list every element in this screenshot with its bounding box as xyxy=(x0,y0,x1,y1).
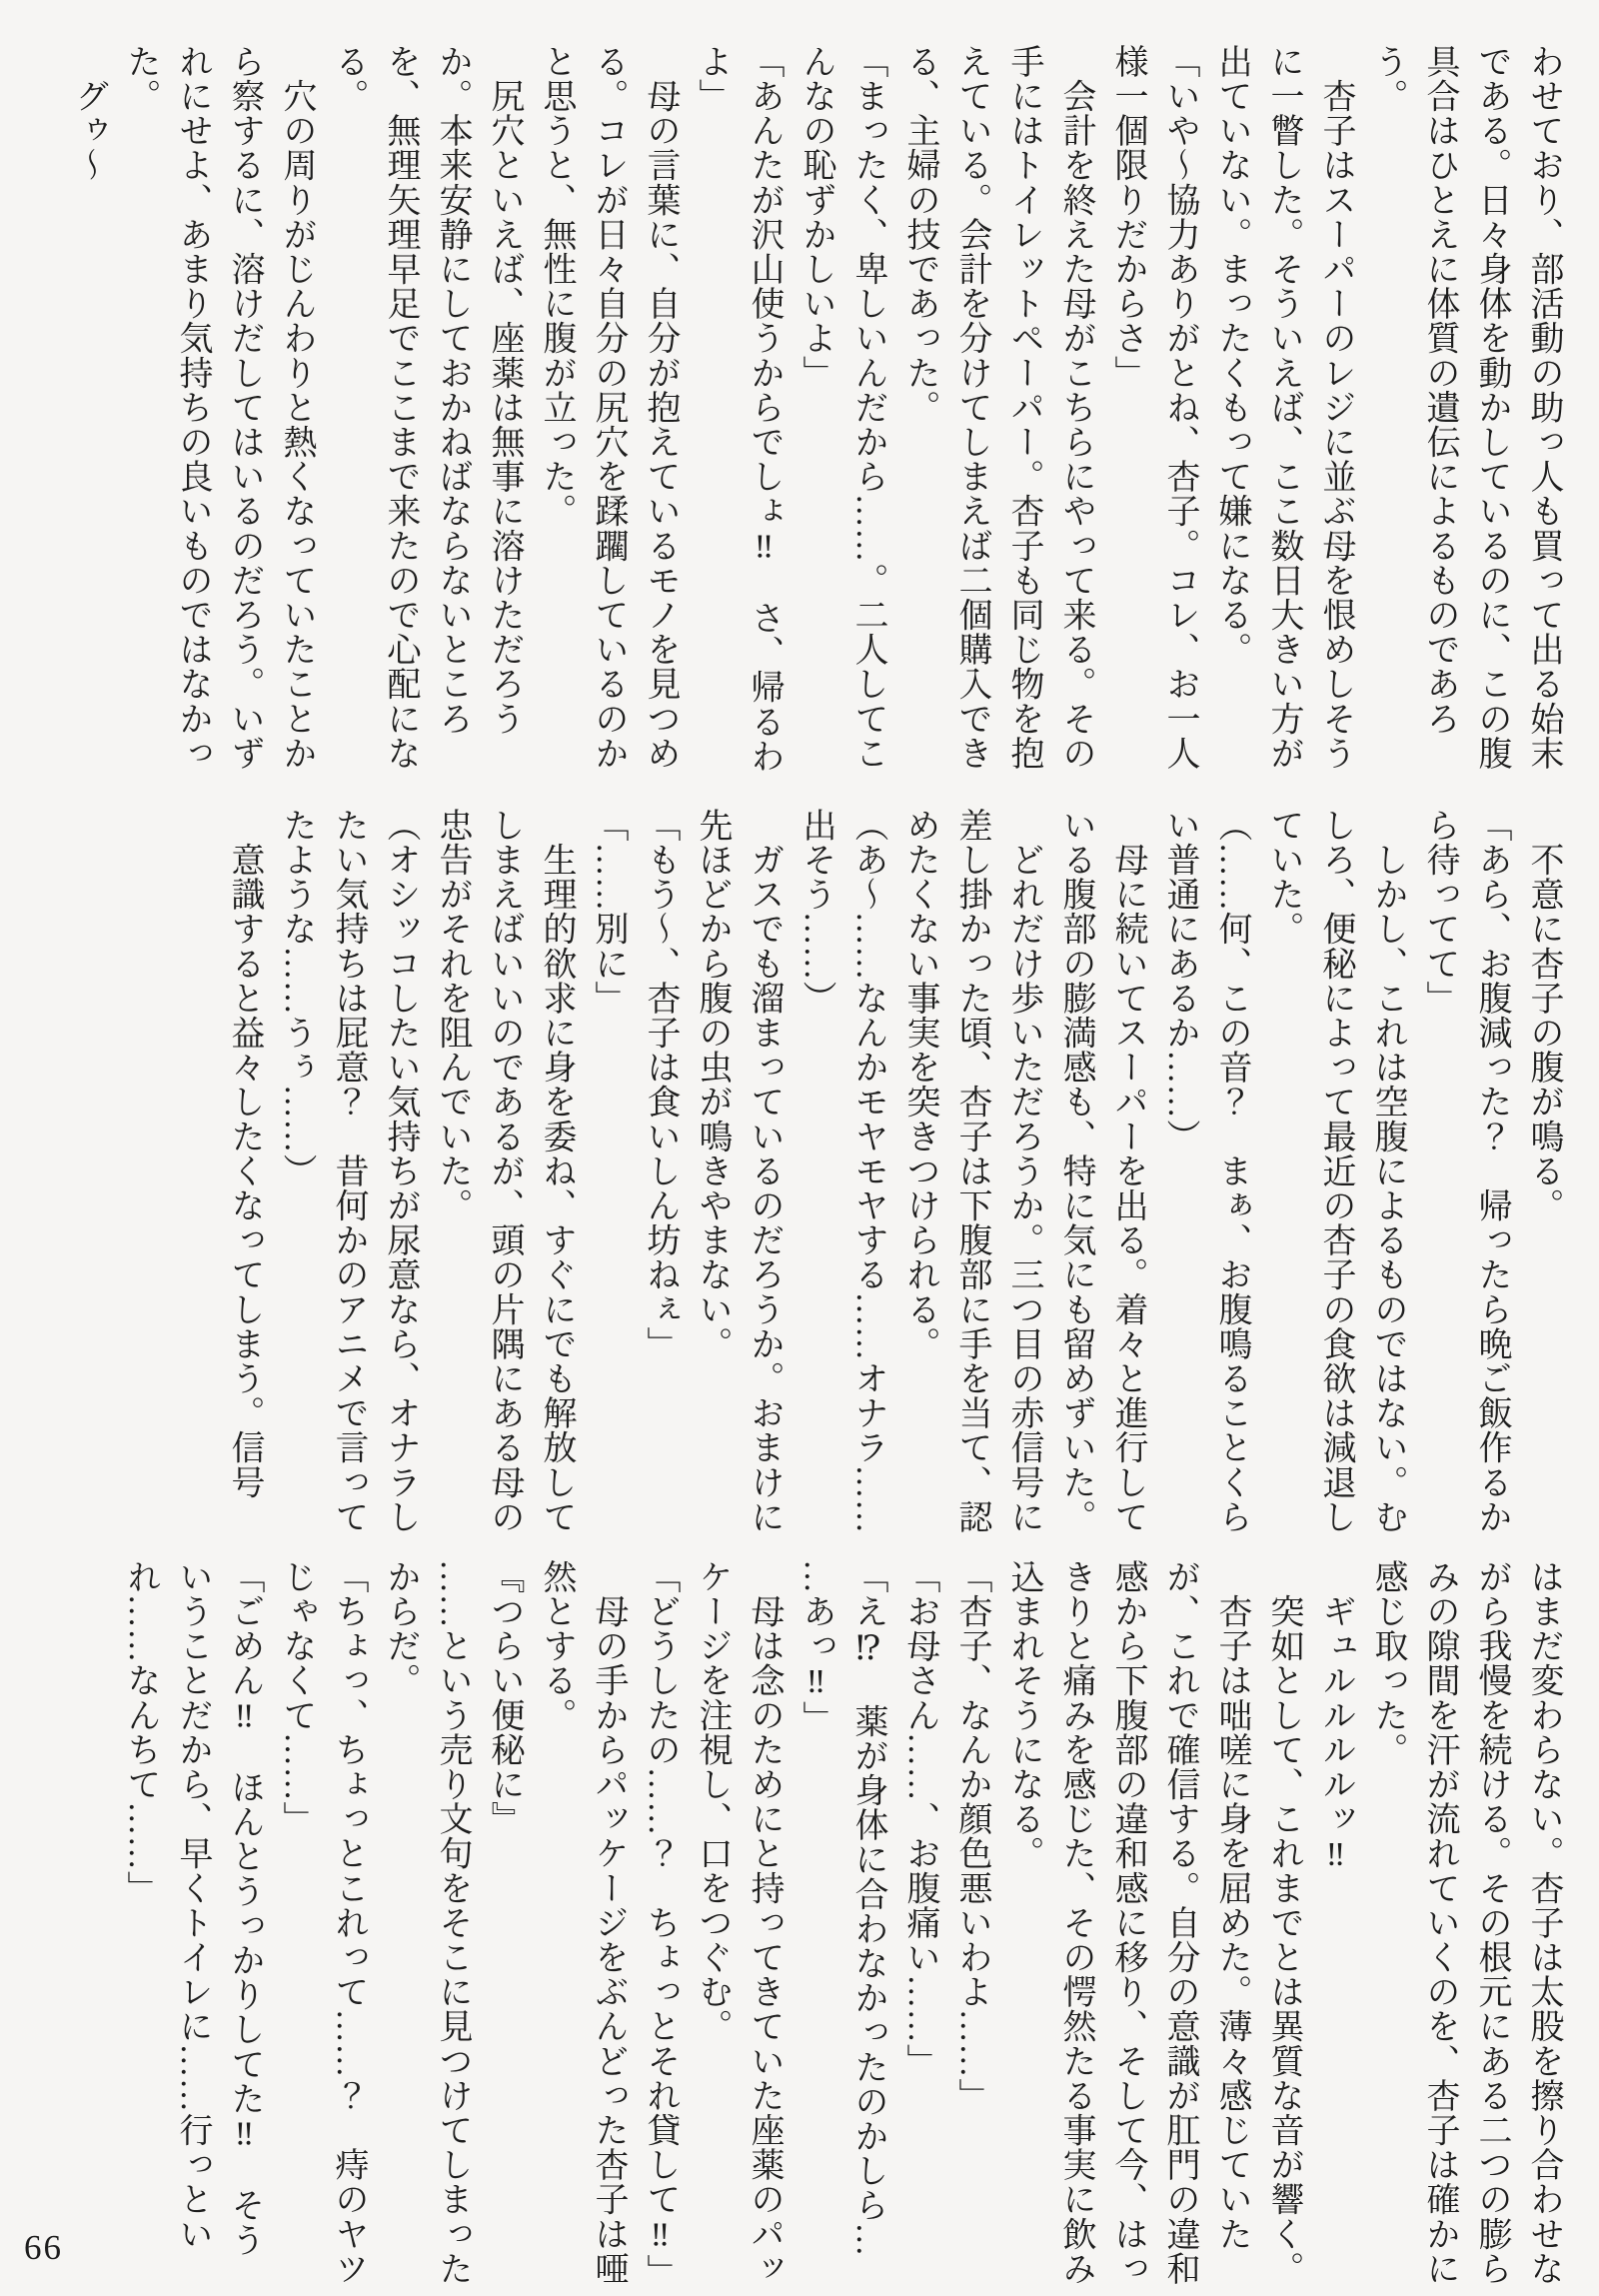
paragraph: 母は念のためにと持ってきていた座薬のパッケージを注視し、口をつぐむ。 xyxy=(694,1559,783,2286)
paragraph: 「もう〜、杏子は食いしん坊ねぇ」 xyxy=(642,808,679,1361)
text-block-middle xyxy=(34,808,1569,1537)
paragraph: はまだ変わらない。杏子は太股を擦り合わせながら我慢を続ける。その根元にある二つの膨らみの隙間を汗が流れていくのを、杏子は確かに感じ取った。 xyxy=(1369,1559,1562,2286)
paragraph: 杏子はスーパーのレジに並ぶ母を恨めしそうに一瞥した。そういえば、ここ数日大きい方が出ていない。まったくもって嫌になる。 xyxy=(1213,44,1354,771)
paragraph: どれだけ歩いただろうか。三つ目の赤信号に差し掛かった頃、杏子は下腹部に手を当て、認めたくない事実を突きつけられる。 xyxy=(901,808,1042,1534)
paragraph: 意識すると益々したくなってしまう。信号 xyxy=(226,808,263,1499)
paragraph: 穴の周りがじんわりと熱くなっていたことから察するに、溶けだしてはいるのだろう。いずれにせよ、あまり気持ちの良いものではなかった。 xyxy=(122,44,315,771)
paragraph: 「いや〜協力ありがとね、杏子。コレ、お一人様一個限りだからさ」 xyxy=(1109,44,1198,771)
paragraph: 「杏子、なんか顔色悪いわよ……」 xyxy=(953,1559,990,2113)
paragraph: （オシッコしたい気持ちが尿意なら、オナラしたい気持ちは屁意？ 昔何かのアニメで言ってたような……うぅ……） xyxy=(278,808,419,1534)
paragraph: 杏子は咄嗟に身を屈めた。薄々感じていたが、これで確信する。自分の意識が肛門の違和感から下腹部の違和感に移り、そして今、はっきりと痛みを感じた、その愕然たる事実に飲み込まれそうになる。 xyxy=(1005,1559,1250,2286)
paragraph: 会計を終えた母がこちらにやって来る。その手にはトイレットペーパー。杏子も同じ物を抱えている。会計を分けてしまえば二個購入できる、主婦の技であった。 xyxy=(901,44,1094,771)
paragraph: わせており、部活動の助っ人も買って出る始末である。日々身体を動かしているのに、この腹具合はひとえに体質の遺伝によるものであろう。 xyxy=(1369,44,1562,771)
paragraph: 「え⁉ 薬が身体に合わなかったのかしら……あっ‼」 xyxy=(798,1559,886,2257)
paragraph: しかし、これは空腹によるものではない。むしろ、便秘によって最近の杏子の食欲は減退していた。 xyxy=(1265,808,1406,1534)
paragraph: グゥ〜 xyxy=(70,44,107,183)
paragraph: 「まったく、卑しいんだから……。二人してこんなの恥ずかしいよ」 xyxy=(798,44,886,771)
paragraph: （……何、この音？ まぁ、お腹鳴ることくらい普通にあるか……） xyxy=(1161,808,1250,1534)
paragraph: 『つらい便秘に』 xyxy=(486,1559,523,1836)
paragraph: 尻穴といえば、座薬は無事に溶けただろうか。本来安静にしておかねばならないところを、無理矢理早足でここまで来たので心配になる。 xyxy=(330,44,523,771)
paragraph: 「あら、お腹減った？ 帰ったら晩ご飯作るから待ってて」 xyxy=(1421,808,1510,1534)
paragraph: ガスでも溜まっているのだろうか。おまけに先ほどから腹の虫が鳴きやまない。 xyxy=(694,808,783,1534)
paragraph: ……という売り文句をそこに見つけてしまったからだ。 xyxy=(382,1559,471,2286)
paragraph: （あ〜……なんかモヤモヤする……オナラ……出そう……） xyxy=(798,808,886,1534)
paragraph: 「お母さん……、お腹痛い……」 xyxy=(901,1559,938,2078)
paragraph: 生理的欲求に身を委ね、すぐにでも解放してしまえばいいのであるが、頭の片隅にある母の忠告がそれを阻んでいた。 xyxy=(434,808,575,1534)
text-block-bottom xyxy=(34,1559,1569,2289)
paragraph: 突如として、これまでとは異質な音が響く。 xyxy=(1265,1559,1302,2286)
paragraph: 母の言葉に、自分が抱えているモノを見つめる。コレが日々自分の尻穴を蹂躙しているのかと思うと、無性に腹が立った。 xyxy=(538,44,679,771)
paragraph: 「……別に」 xyxy=(590,808,627,1016)
page-number: 66 xyxy=(24,2228,63,2267)
text-block-top xyxy=(34,44,1569,774)
paragraph: 不意に杏子の腹が鳴る。 xyxy=(1525,808,1562,1223)
paragraph: 「ごめん‼ ほんとうっかりしてた‼ そういうことだから、早くトイレに……行っといれ……なんちて……」 xyxy=(122,1559,263,2257)
paragraph: ギュルルルルッ‼ xyxy=(1317,1559,1354,1874)
paragraph: 母に続いてスーパーを出る。着々と進行している腹部の膨満感も、特に気にも留めずいた。 xyxy=(1057,808,1146,1534)
paragraph: 母の手からパッケージをぶんどった杏子は唖然とする。 xyxy=(538,1559,627,2286)
paragraph: 「あんたが沢山使うからでしょ‼ さ、帰るわよ」 xyxy=(694,44,783,774)
paragraph: 「どうしたの……？ ちょっとそれ貸して‼」 xyxy=(642,1559,679,2289)
paragraph: 「ちょっ、ちょっとこれって……？ 痔のヤツじゃなくて……」 xyxy=(278,1559,367,2286)
